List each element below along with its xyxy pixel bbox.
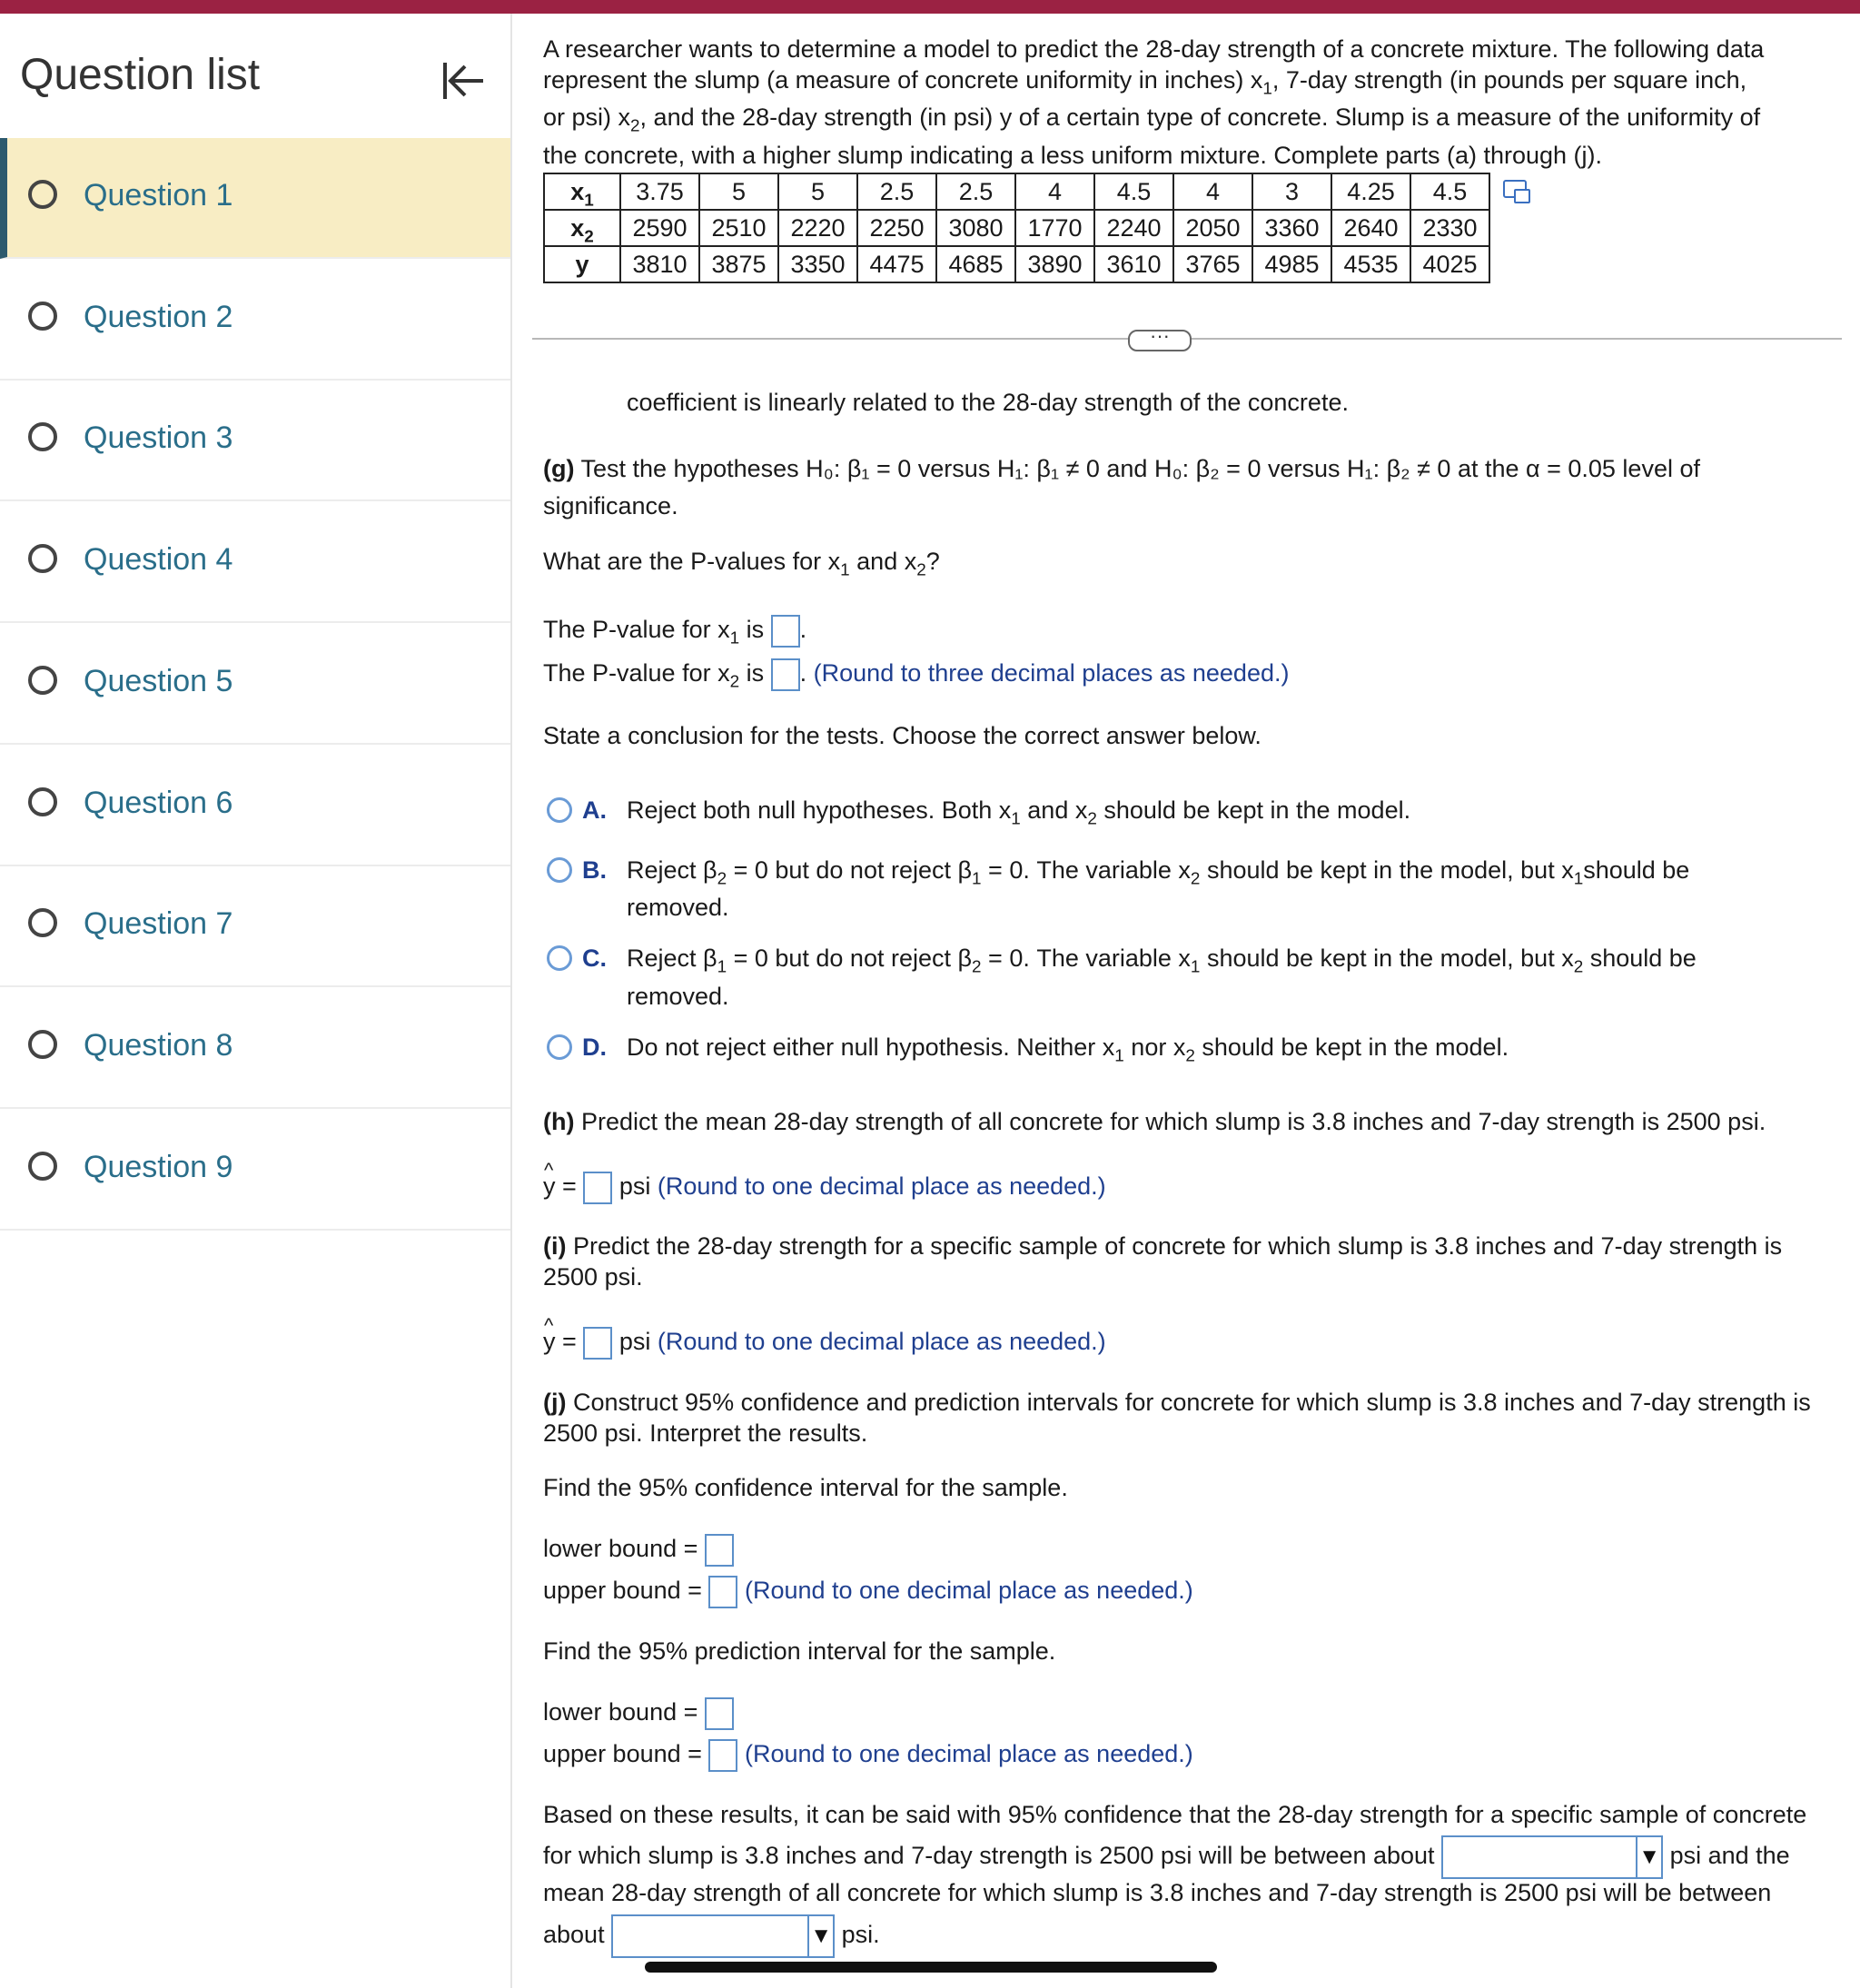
table-cell: 3350 bbox=[778, 246, 857, 282]
part-j-text-2: 2500 psi. Interpret the results. bbox=[543, 1419, 868, 1447]
table-cell: 3360 bbox=[1252, 210, 1331, 246]
sidebar-item-question-1[interactable] bbox=[0, 138, 510, 259]
table-cell: 2.5 bbox=[936, 173, 1015, 210]
question-status-icon bbox=[28, 422, 57, 451]
table-row-x2 bbox=[544, 210, 1489, 246]
home-indicator bbox=[645, 1962, 1217, 1973]
table-cell: 4985 bbox=[1252, 246, 1331, 282]
part-i-answer-line: ^ y = psi (Round to one decimal place as needed.) bbox=[543, 1323, 1106, 1360]
table-cell: 4025 bbox=[1410, 246, 1489, 282]
table-cell: 3875 bbox=[699, 246, 778, 282]
sidebar-item-question-9[interactable] bbox=[0, 1110, 510, 1231]
pi-lower-input[interactable] bbox=[705, 1697, 734, 1730]
round-hint: (Round to three decimal places as needed.) bbox=[813, 659, 1290, 687]
dropdown-arrow-icon: ▼ bbox=[807, 1916, 833, 1956]
ci-lower-line: lower bound = bbox=[543, 1530, 734, 1568]
ci-upper-input[interactable] bbox=[708, 1576, 737, 1608]
pvalue-x1-line: The P-value for $x_1$ is . bbox=[543, 616, 807, 648]
table-cell: 3 bbox=[1252, 173, 1331, 210]
table-cell: 2510 bbox=[699, 210, 778, 246]
question-label: Question 4 bbox=[84, 542, 233, 578]
question-label: Question 5 bbox=[84, 663, 233, 698]
collapse-left-icon[interactable] bbox=[438, 55, 489, 106]
question-status-icon bbox=[28, 1030, 57, 1059]
question-label: Question 6 bbox=[84, 785, 233, 820]
table-cell: 2240 bbox=[1094, 210, 1173, 246]
question-label: Question 1 bbox=[84, 178, 233, 213]
pi-upper-input[interactable] bbox=[708, 1739, 737, 1772]
part-i-text: (i) Predict the 28-day strength for a specific sample of concrete for which slump is 3.8 inches and 7-day strength is bbox=[543, 1232, 1783, 1260]
pvalue-question: What are the P-values for $x_1$ and $x_2$? bbox=[543, 548, 940, 580]
table-cell: 2590 bbox=[620, 210, 699, 246]
table-cell: 3765 bbox=[1173, 246, 1252, 282]
partial-text-line: coefficient is linearly related to the 28-day strength of the concrete. bbox=[627, 389, 1349, 416]
table-row-y bbox=[544, 246, 1489, 282]
table-cell: 3610 bbox=[1094, 246, 1173, 282]
question-status-icon bbox=[28, 302, 57, 331]
table-cell: 2330 bbox=[1410, 210, 1489, 246]
part-h-text: (h) Predict the mean 28-day strength of all concrete for which slump is 3.8 inches and 7-day strength is 2500 psi. bbox=[543, 1108, 1766, 1135]
data-table bbox=[543, 173, 1490, 283]
row-header-x1: $x_1$ bbox=[544, 173, 620, 210]
individual-prediction-input[interactable] bbox=[583, 1327, 612, 1360]
part-i-text-2: 2500 psi. bbox=[543, 1263, 643, 1291]
part-j-text: (j) Construct 95% confidence and prediction intervals for concrete for which slump is 3.8 inches and 7-day strength is bbox=[543, 1389, 1811, 1416]
intro-line-4: the concrete, with a higher slump indicating a less uniform mixture. Complete parts (a) through (j). bbox=[543, 142, 1603, 169]
sidebar-title: Question list bbox=[20, 51, 261, 99]
sidebar-item-question-6[interactable] bbox=[0, 746, 510, 866]
pvalue-x2-input[interactable] bbox=[771, 658, 800, 691]
question-label: Question 9 bbox=[84, 1149, 233, 1184]
table-cell: 4.5 bbox=[1094, 173, 1173, 210]
sidebar-item-question-2[interactable] bbox=[0, 260, 510, 381]
table-cell: 5 bbox=[699, 173, 778, 210]
table-cell: 3080 bbox=[936, 210, 1015, 246]
question-label: Question 8 bbox=[84, 1027, 233, 1063]
ci-upper-line: upper bound = (Round to one decimal place as needed.) bbox=[543, 1572, 1193, 1609]
question-label: Question 2 bbox=[84, 299, 233, 334]
intro-line-3: or psi) $x_2$, and the 28-day strength (in psi) y of a certain type of concrete. Slump is a measure of the uniformity of bbox=[543, 104, 1761, 136]
question-status-icon bbox=[28, 180, 57, 209]
part-g-text-2: significance. bbox=[543, 492, 678, 519]
sidebar-item-question-5[interactable] bbox=[0, 624, 510, 745]
option-c-text-2: removed. bbox=[627, 983, 729, 1010]
table-cell: 2220 bbox=[778, 210, 857, 246]
table-row-x1 bbox=[544, 173, 1489, 210]
sidebar-item-question-7[interactable] bbox=[0, 866, 510, 987]
table-cell: 4.25 bbox=[1331, 173, 1410, 210]
table-cell: 4685 bbox=[936, 246, 1015, 282]
sidebar-item-question-3[interactable] bbox=[0, 381, 510, 501]
question-status-icon bbox=[28, 787, 57, 816]
question-list-sidebar bbox=[0, 14, 512, 1988]
table-cell: 3.75 bbox=[620, 173, 699, 210]
row-header-y: y bbox=[544, 246, 620, 282]
pi-prompt: Find the 95% prediction interval for the sample. bbox=[543, 1637, 1056, 1665]
table-cell: 1770 bbox=[1015, 210, 1094, 246]
table-cell: 4535 bbox=[1331, 246, 1410, 282]
mean-prediction-input[interactable] bbox=[583, 1172, 612, 1204]
question-label: Question 7 bbox=[84, 906, 233, 942]
option-d-text[interactable]: Do not reject either null hypothesis. Neither $x_1$ nor $x_2$ should be kept in the model. bbox=[627, 1034, 1509, 1066]
interpretation-line-1: Based on these results, it can be said with 95% confidence that the 28-day strength for a specific sample of concrete bbox=[543, 1801, 1807, 1828]
interpretation-line-3: mean 28-day strength of all concrete for which slump is 3.8 inches and 7-day strength is 2500 psi will be between bbox=[543, 1879, 1772, 1906]
option-c-letter: C. bbox=[582, 945, 607, 972]
table-cell: 3890 bbox=[1015, 246, 1094, 282]
conclusion-prompt: State a conclusion for the tests. Choose the correct answer below. bbox=[543, 722, 1261, 749]
interval-dropdown-1[interactable] bbox=[1441, 1835, 1663, 1879]
top-brand-bar bbox=[0, 0, 1860, 14]
option-d-radio[interactable] bbox=[547, 1034, 572, 1060]
table-cell: 2640 bbox=[1331, 210, 1410, 246]
pi-upper-line: upper bound = (Round to one decimal place as needed.) bbox=[543, 1736, 1193, 1773]
question-status-icon bbox=[28, 1152, 57, 1181]
table-cell: 3810 bbox=[620, 246, 699, 282]
intro-line-1: A researcher wants to determine a model to predict the 28-day strength of a concrete mixture. The following data bbox=[543, 35, 1765, 63]
table-cell: 4 bbox=[1015, 173, 1094, 210]
ci-lower-input[interactable] bbox=[705, 1534, 734, 1567]
sidebar-item-question-4[interactable] bbox=[0, 502, 510, 623]
pi-lower-line: lower bound = bbox=[543, 1694, 734, 1731]
part-h-answer-line: ^ y = psi (Round to one decimal place as needed.) bbox=[543, 1168, 1106, 1205]
sidebar-item-question-8[interactable] bbox=[0, 988, 510, 1109]
question-status-icon bbox=[28, 666, 57, 695]
table-cell: 4475 bbox=[857, 246, 936, 282]
dropdown-arrow-icon: ▼ bbox=[1636, 1837, 1661, 1877]
table-cell: 4.5 bbox=[1410, 173, 1489, 210]
interval-dropdown-2[interactable] bbox=[611, 1914, 835, 1958]
option-a-radio[interactable] bbox=[547, 797, 572, 823]
interpretation-line-2: for which slump is 3.8 inches and 7-day strength is 2500 psi will be between about ▼ psi and the bbox=[543, 1835, 1790, 1879]
option-c-radio[interactable] bbox=[547, 945, 572, 971]
ci-prompt: Find the 95% confidence interval for the sample. bbox=[543, 1474, 1068, 1501]
pvalue-x1-input[interactable] bbox=[771, 615, 800, 648]
table-cell: 2250 bbox=[857, 210, 936, 246]
option-c-text[interactable]: Reject $\beta_1 = 0$ but do not reject $\beta_2 = 0$. The variable $x_1$ should be kept in the model, but $x_2$ should be bbox=[627, 945, 1697, 977]
question-status-icon bbox=[28, 908, 57, 937]
copy-data-icon[interactable] bbox=[1503, 180, 1527, 198]
option-a-text[interactable]: Reject both null hypotheses. Both $x_1$ and $x_2$ should be kept in the model. bbox=[627, 796, 1411, 829]
more-options-icon[interactable]: ··· bbox=[1128, 330, 1192, 351]
option-b-text-2: removed. bbox=[627, 894, 729, 921]
part-g-text: (g) Test the hypotheses H₀: β₁ = 0 versus H₁: β₁ ≠ 0 and H₀: β₂ = 0 versus H₁: β₂ ≠ 0 at the α = 0.05 level of bbox=[543, 455, 1700, 482]
row-header-x2: $x_2$ bbox=[544, 210, 620, 246]
table-cell: 2.5 bbox=[857, 173, 936, 210]
pvalue-x2-line: The P-value for $x_2$ is . (Round to three decimal places as needed.) bbox=[543, 659, 1290, 692]
question-status-icon bbox=[28, 544, 57, 573]
intro-line-2: represent the slump (a measure of concrete uniformity in inches) $x_1$, 7-day strength (in pounds per square inch, bbox=[543, 66, 1747, 99]
option-b-letter: B. bbox=[582, 856, 607, 884]
option-b-radio[interactable] bbox=[547, 857, 572, 883]
interpretation-line-4: about ▼ psi. bbox=[543, 1914, 880, 1958]
question-label: Question 3 bbox=[84, 420, 233, 456]
option-b-text[interactable]: Reject $\beta_2 = 0$ but do not reject $\beta_1 = 0$. The variable $x_2$ should be kept in the model, but $x_1should$ be bbox=[627, 856, 1690, 889]
table-cell: 5 bbox=[778, 173, 857, 210]
option-d-letter: D. bbox=[582, 1034, 607, 1061]
table-cell: 2050 bbox=[1173, 210, 1252, 246]
table-cell: 4 bbox=[1173, 173, 1252, 210]
option-a-letter: A. bbox=[582, 796, 607, 824]
